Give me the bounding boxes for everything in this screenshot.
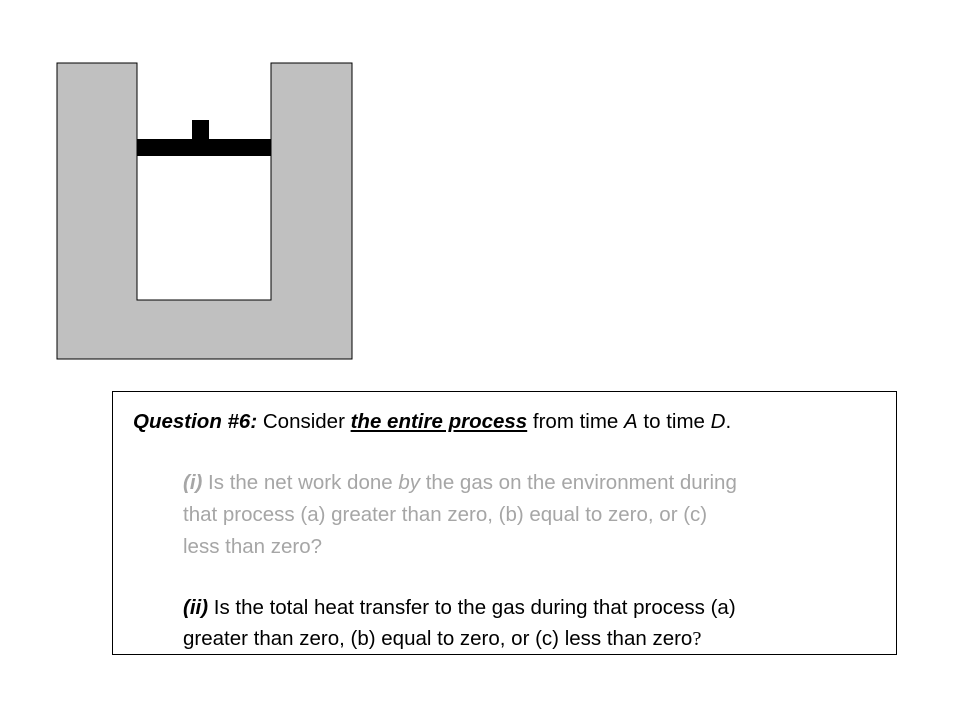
part-ii-question-mark: ? bbox=[692, 628, 702, 650]
question-box bbox=[112, 391, 897, 655]
part-ii-line-2 bbox=[183, 627, 701, 651]
part-ii-line-1 bbox=[183, 596, 736, 620]
time-end: D bbox=[710, 410, 726, 433]
piston-plate bbox=[137, 139, 271, 156]
part-i-line-3 bbox=[183, 535, 322, 559]
question-intro-pre: Consider bbox=[257, 410, 351, 433]
part-ii-line1-post: Is the total heat transfer to the gas during that process (a) bbox=[208, 596, 736, 619]
question-title: Question #6: bbox=[133, 410, 258, 433]
part-i-line3-text: less than zero? bbox=[183, 535, 323, 558]
question-intro-mid: from time bbox=[527, 410, 625, 433]
question-intro-end: . bbox=[725, 410, 732, 433]
time-start: A bbox=[624, 410, 638, 433]
part-i-label: (i) bbox=[183, 471, 203, 494]
part-i-line-2 bbox=[183, 503, 707, 527]
gas-chamber bbox=[137, 63, 271, 300]
part-i-line1-post: the gas on the environment during bbox=[420, 471, 737, 494]
part-ii-line2-text: greater than zero, (b) equal to zero, or (c) less than zero bbox=[183, 627, 693, 650]
part-i-line-1 bbox=[183, 471, 737, 495]
question-title-line bbox=[133, 410, 731, 434]
part-ii-label: (ii) bbox=[183, 596, 209, 619]
part-i-by: by bbox=[398, 471, 421, 494]
piston-rod bbox=[192, 120, 209, 140]
question-emphasis: the entire process bbox=[350, 410, 528, 433]
question-intro-to: to time bbox=[637, 410, 711, 433]
part-i-line1-pre: Is the net work done bbox=[202, 471, 399, 494]
part-i-line2-text: that process (a) greater than zero, (b) equal to zero, or (c) bbox=[183, 503, 708, 526]
